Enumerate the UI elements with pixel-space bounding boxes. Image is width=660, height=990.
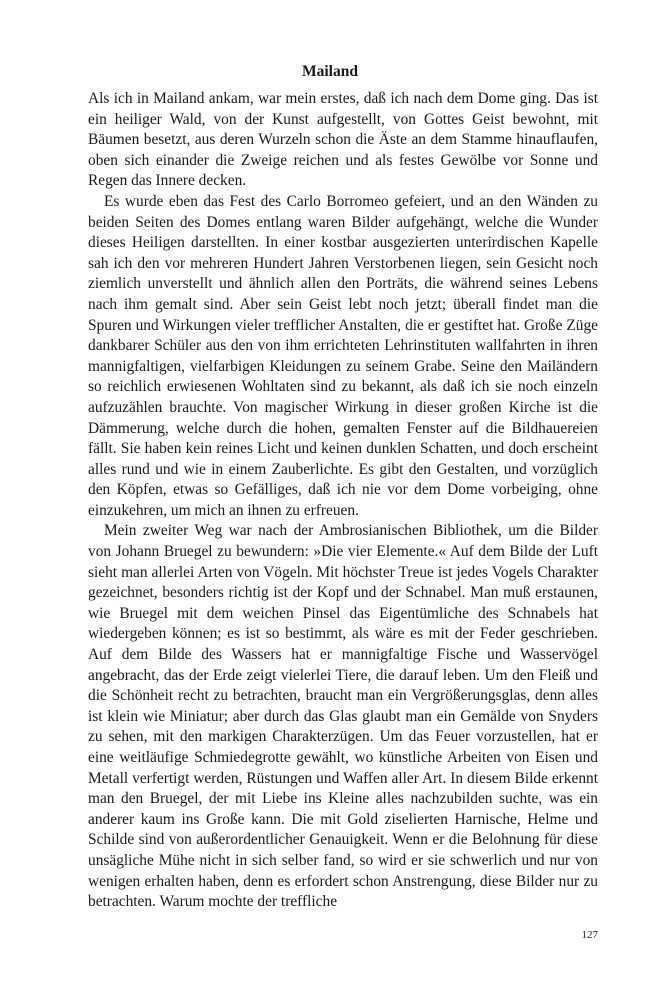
chapter-title: Mailand [302, 63, 358, 80]
page-number: 127 [581, 929, 598, 941]
paragraph-2: Es wurde eben das Fest des Carlo Borromeo gefeiert, und an den Wänden zu beiden Seiten des Domes entlang waren Bilder aufgehängt, welche die Wunder dieses Heiligen darstellten. In einer kostbar ausgezierten unterirdischen Kapelle sah ich den vor mehreren Hundert Jahren Verstorbenen liegen, sein Gesicht noch ziemlich unverstellt und ähnlich allen den Porträts, die während seines Lebens nach ihm gemalt sind. Aber sein Geist lebt noch jetzt; überall findet man die Spuren und Wirkungen vieler trefflicher Anstalten, die er gestiftet hat. Große Züge dankbarer Schüler aus den von ihm errichteten Lehrinstituten wallfahrten in ihren mannigfaltigen, vielfarbigen Kleidungen zu seinem Grabe. Seine den Mailändern so reichlich erwiesenen Wohltaten sind zu bekannt, als daß ich sie noch einzeln aufzuzählen brauchte. Von magischer Wirkung in dieser großen Kirche ist die Dämmerung, welche durch die hohen, gemalten Fenster auf die Bildhauereien fällt. Sie haben kein reines Licht und keinen dunklen Schatten, und doch erscheint alles rund und wie in einem Zauberlichte. Es gibt den Gestalten, und vorzüglich den Köpfen, etwas so Gefälliges, daß ich nie vor dem Dome vorbeiging, ohne einzukehren, um mich an ihnen zu erfreuen. [88, 192, 598, 519]
paragraph-3: Mein zweiter Weg war nach der Ambrosianischen Bibliothek, um die Bilder von Johann Bruegel zu bewundern: »Die vier Elemente.« Auf dem Bilde der Luft sieht man allerlei Arten von Vögeln. Mit höchster Treue ist jedes Vogels Charakter gezeichnet, besonders richtig ist der Kopf und der Schnabel. Man muß erstaunen, wie Bruegel mit dem weichen Pinsel das Eigentümliche des Schnabels hat wiedergeben können; es ist so bestimmt, als wäre es mit der Feder geschrieben. Auf dem Bilde des Wassers hat er mannigfaltige Fische und Wasservögel angebracht, das der Erde zeigt vielerlei Tiere, die darauf leben. Um den Fleiß und die Schönheit recht zu betrachten, braucht man ein Vergrößerungsglas, denn alles ist klein wie Miniatur; aber durch das Glas glaubt man ein Gemälde von Snyders zu sehen, mit den markigen Charakterzügen. Um das Feuer vorzustellen, hat er eine weitläufige Schmiedegrotte gewählt, wo künstliche Arbeiten von Eisen und Metall verfertigt werden, Rüstungen und Waffen aller Art. In diesem Bilde erkennt man den Bruegel, der mit Liebe ins Kleine alles nachzubilden suchte, was ein anderer kaum ins Große kann. Die mit Gold ziselierten Harnische, Helme und Schilde sind von außerordentlicher Genauigkeit. Wenn er die Belohnung für diese unsägliche Mühe nicht in sich selber fand, so wird er sie schwerlich und nur von wenigen erhalten haben, denn es erfordert schon Anstrengung, diese Bilder nur zu betrachten. Warum mochte der treffliche [88, 522, 598, 911]
body-text [88, 89, 598, 913]
paragraph-1: Als ich in Mailand ankam, war mein erstes, daß ich nach dem Dome ging. Das ist ein heiliger Wald, von der Kunst aufgestellt, von Gottes Geist bewohnt, mit Bäumen besetzt, aus deren Wurzeln schon die Äste an dem Stamme hinauflaufen, oben sich einander die Zweige reichen und als festes Gewölbe vor Sonne und Regen das Innere decken. [88, 90, 598, 190]
